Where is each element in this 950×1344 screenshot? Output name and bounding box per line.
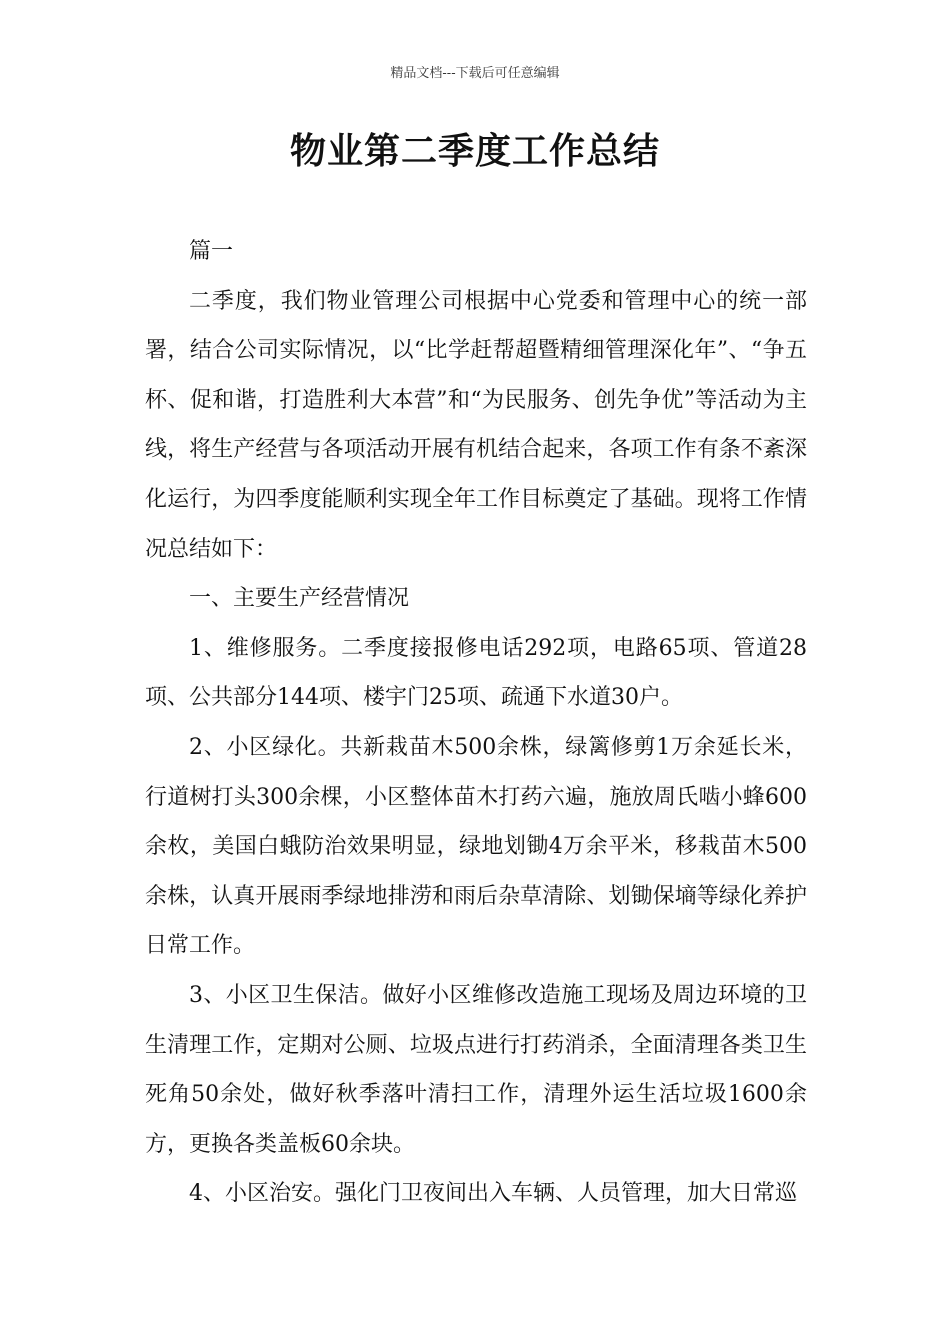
paragraph-repair-service: 1、维修服务。二季度接报修电话292项，电路65项、管道28项、公共部分144项、楼宇门25项、疏通下水道30户。: [145, 635, 807, 711]
intro-paragraph: 二季度，我们物业管理公司根据中心党委和管理中心的统一部署，结合公司实际情况，以“比学赶帮超暨精细管理深化年”、“争五杯、促和谐，打造胜利大本营”和“为民服务、创先争优”等活动为主线，将生产经营与各项活动开展有机结合起来，各项工作有条不紊深化运行，为四季度能顺利实现全年工作目标奠定了基础。现将工作情况总结如下：: [145, 288, 807, 562]
section-label: 篇一: [189, 239, 234, 264]
section-heading: 一、主要生产经营情况: [189, 586, 410, 612]
paragraph-security: 4、小区治安。强化门卫夜间出入车辆、人员管理，加大日常巡: [189, 1181, 797, 1207]
paragraph-greening: 2、小区绿化。共新栽苗木500余株，绿篱修剪1万余延长米，行道树打头300余棵，小区整体苗木打药六遍，施放周氏啮小蜂600余枚，美国白蛾防治效果明显，绿地划锄4万余平米，移栽苗木500余株，认真开展雨季绿地排涝和雨后杂草清除、划锄保墒等绿化养护日常工作。: [145, 734, 807, 959]
paragraph-cleaning: 3、小区卫生保洁。做好小区维修改造施工现场及周边环境的卫生清理工作，定期对公厕、垃圾点进行打药消杀，全面清理各类卫生死角50余处，做好秋季落叶清扫工作，清理外运生活垃圾1600余方，更换各类盖板60余块。: [145, 982, 807, 1157]
document-body: [145, 227, 807, 1219]
page-title: 物业第二季度工作总结: [289, 131, 660, 172]
page-header-watermark: 精品文档---下载后可任意编辑: [390, 66, 560, 81]
